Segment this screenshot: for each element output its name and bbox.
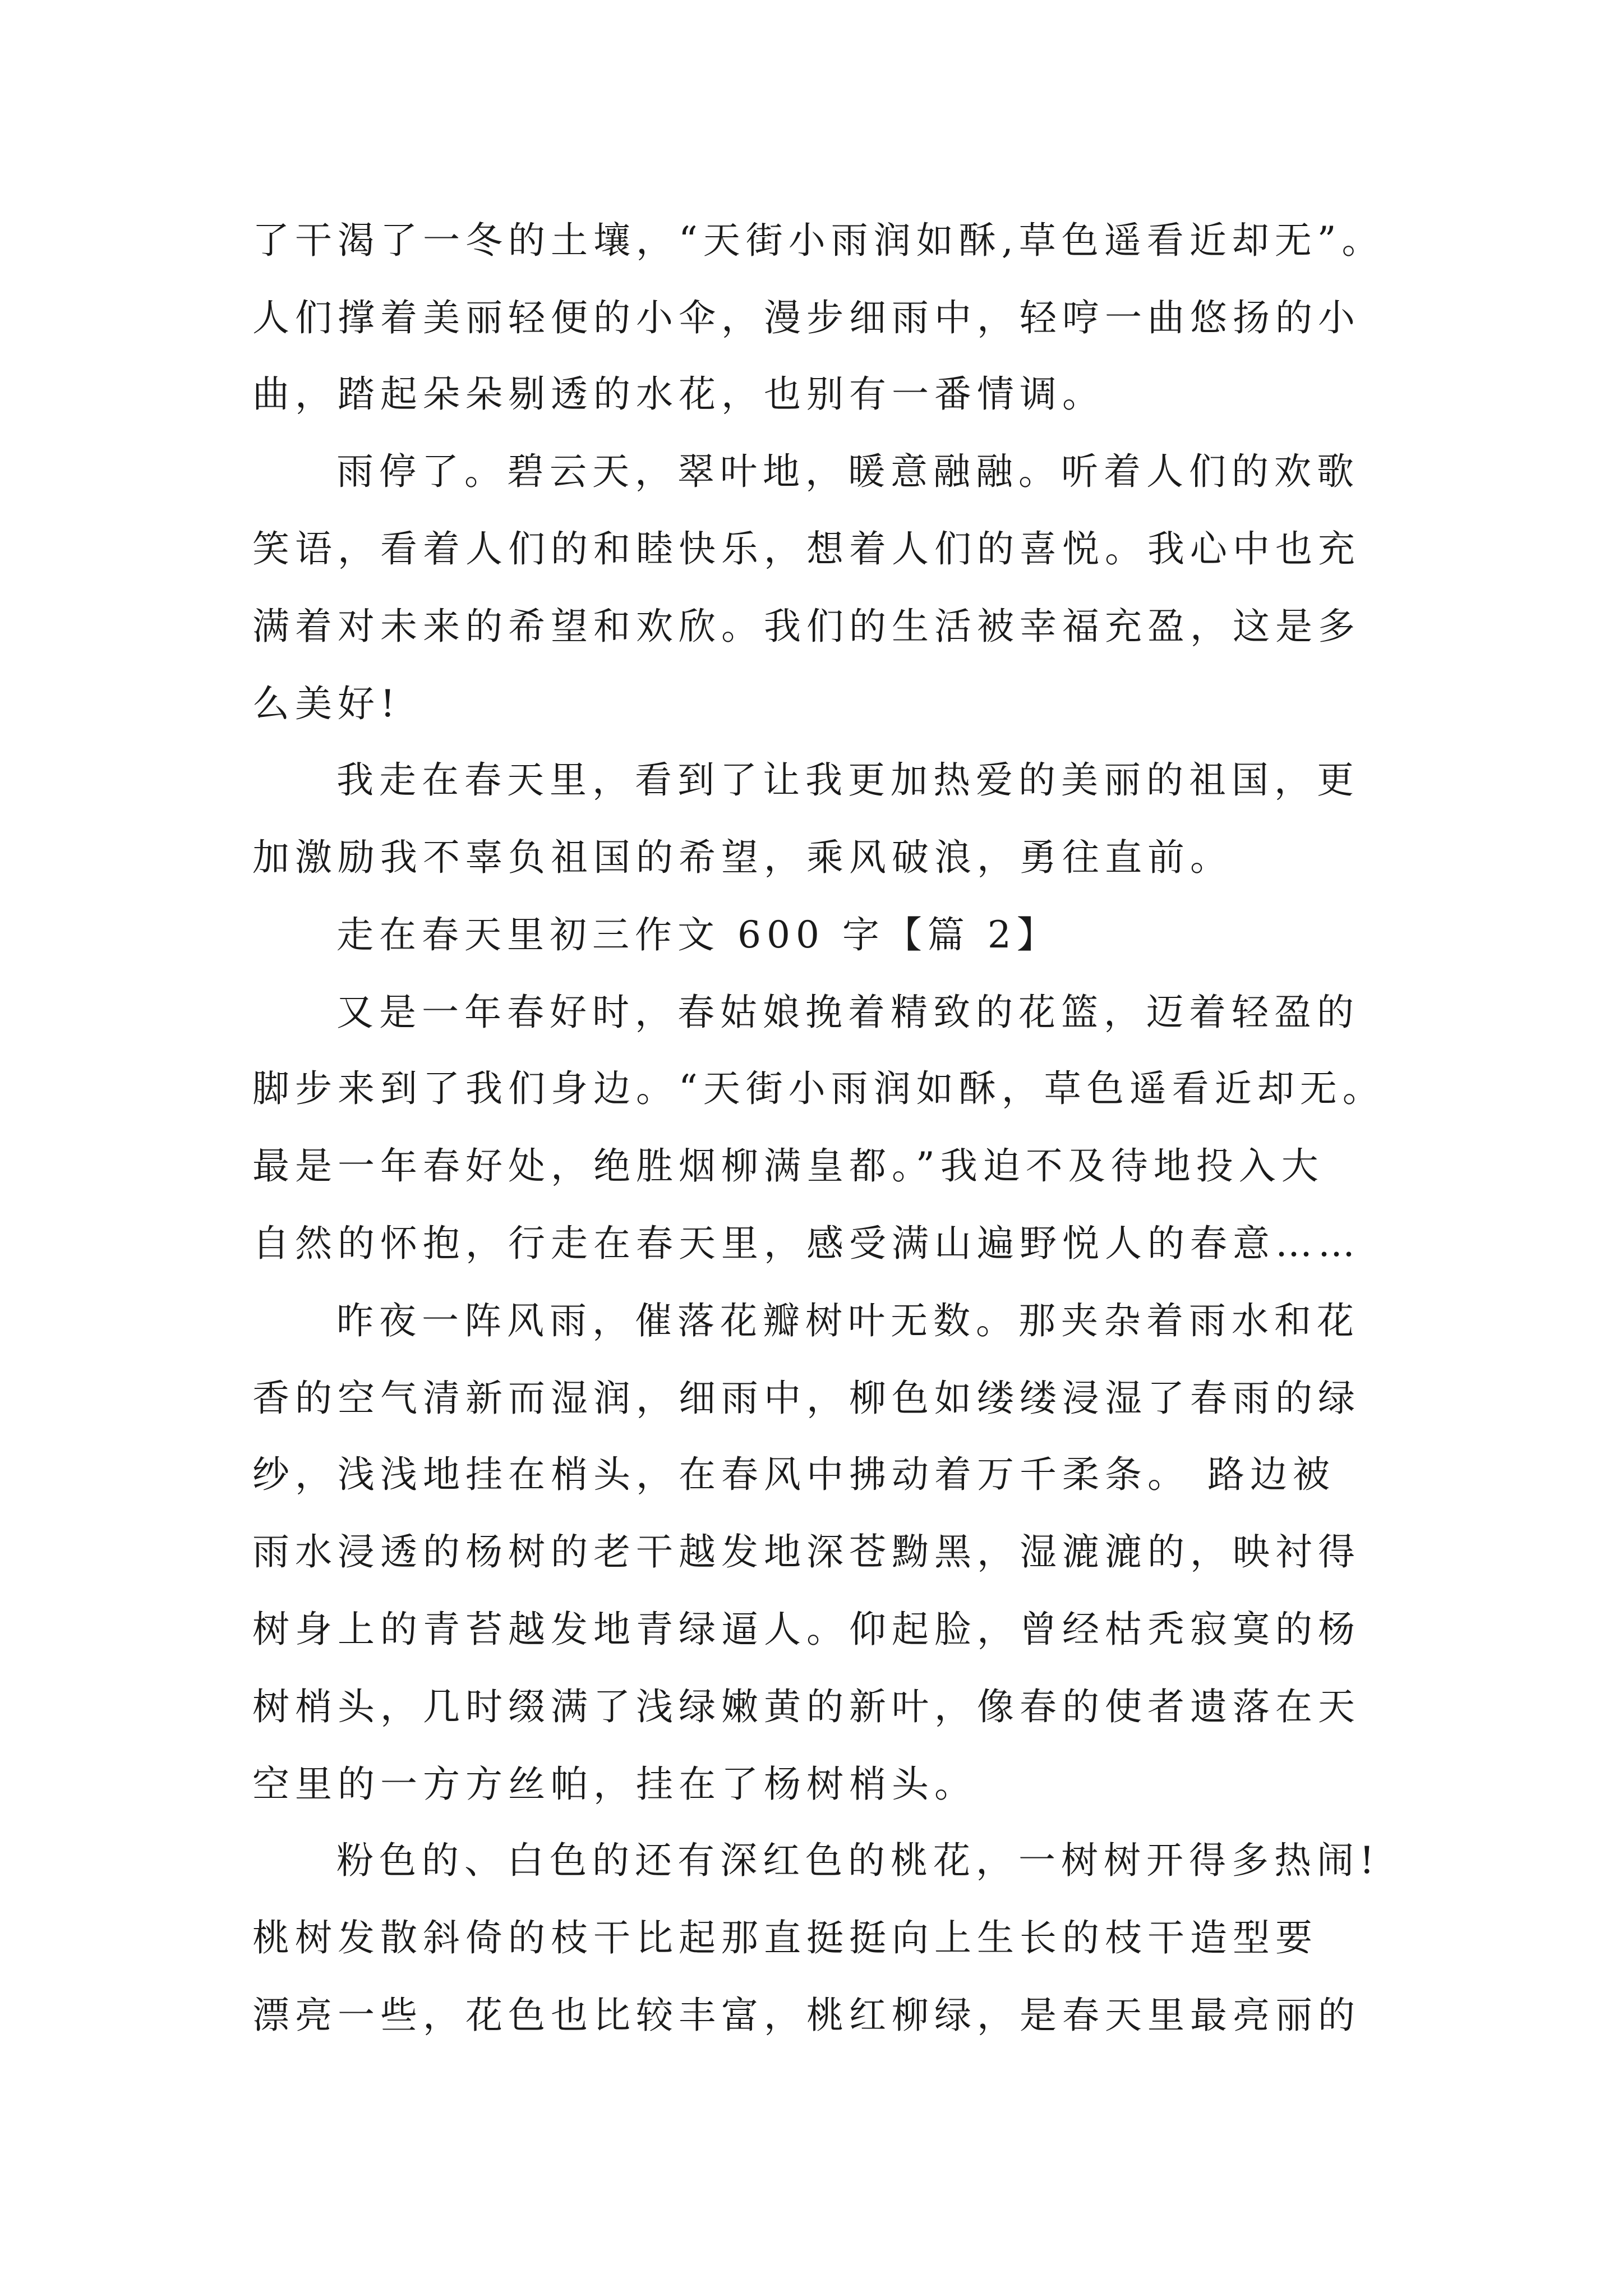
text-line: 又是一年春好时，春姑娘挽着精致的花篮，迈着轻盈的 bbox=[336, 991, 1359, 1034]
text-line: 最是一年春好处，绝胜烟柳满皇都。”我迫不及待地投入大 bbox=[252, 1144, 1324, 1188]
text-line: 树身上的青苔越发地青绿逼人。仰起脸，曾经枯秃寂寞的杨 bbox=[252, 1608, 1361, 1651]
text-line: 我走在春天里，看到了让我更加热爱的美丽的祖国，更 bbox=[336, 758, 1359, 802]
text-line: 香的空气清新而湿润，细雨中，柳色如缕缕浸湿了春雨的绿 bbox=[252, 1377, 1361, 1420]
text-line: 自然的怀抱，行走在春天里，感受满山遍野悦人的春意…… bbox=[252, 1222, 1361, 1265]
section-heading: 走在春天里初三作文 600 字【篇 2】 bbox=[336, 913, 1059, 956]
text-line: 满着对未来的希望和欢欣。我们的生活被幸福充盈，这是多 bbox=[252, 605, 1361, 648]
text-line: 空里的一方方丝帕，挂在了杨树梢头。 bbox=[252, 1763, 977, 1806]
text-line: 雨水浸透的杨树的老干越发地深苍黝黑，湿漉漉的，映衬得 bbox=[252, 1530, 1361, 1573]
text-line: 纱，浅浅地挂在梢头，在春风中拂动着万千柔条。 路边被 bbox=[252, 1453, 1335, 1496]
text-line: 昨夜一阵风雨，催落花瓣树叶无数。那夹杂着雨水和花 bbox=[336, 1299, 1359, 1342]
text-line: 笑语，看着人们的和睦快乐，想着人们的喜悦。我心中也充 bbox=[252, 527, 1361, 570]
text-line: 么美好! bbox=[252, 682, 401, 725]
text-line: 树梢头，几时缀满了浅绿嫩黄的新叶，像春的使者遗落在天 bbox=[252, 1685, 1361, 1728]
text-line: 人们撑着美丽轻便的小伞，漫步细雨中，轻哼一曲悠扬的小 bbox=[252, 296, 1361, 339]
text-line: 脚步来到了我们身边。“天街小雨润如酥，草色遥看近却无。 bbox=[252, 1067, 1385, 1110]
text-line: 加激励我不辜负祖国的希望，乘风破浪，勇往直前。 bbox=[252, 836, 1233, 879]
text-line: 漂亮一些，花色也比较丰富，桃红柳绿，是春天里最亮丽的 bbox=[252, 1994, 1361, 2037]
text-line: 桃树发散斜倚的枝干比起那直挺挺向上生长的枝干造型要 bbox=[252, 1916, 1318, 1959]
text-line: 雨停了。碧云天，翠叶地，暖意融融。听着人们的欢歌 bbox=[336, 450, 1359, 493]
text-line: 粉色的、白色的还有深红色的桃花，一树树开得多热闹! bbox=[336, 1839, 1380, 1882]
text-line: 了干渴了一冬的土壤，“天街小雨润如酥,草色遥看近却无”。 bbox=[252, 219, 1385, 262]
text-line: 曲，踏起朵朵剔透的水花，也别有一番情调。 bbox=[252, 372, 1105, 416]
